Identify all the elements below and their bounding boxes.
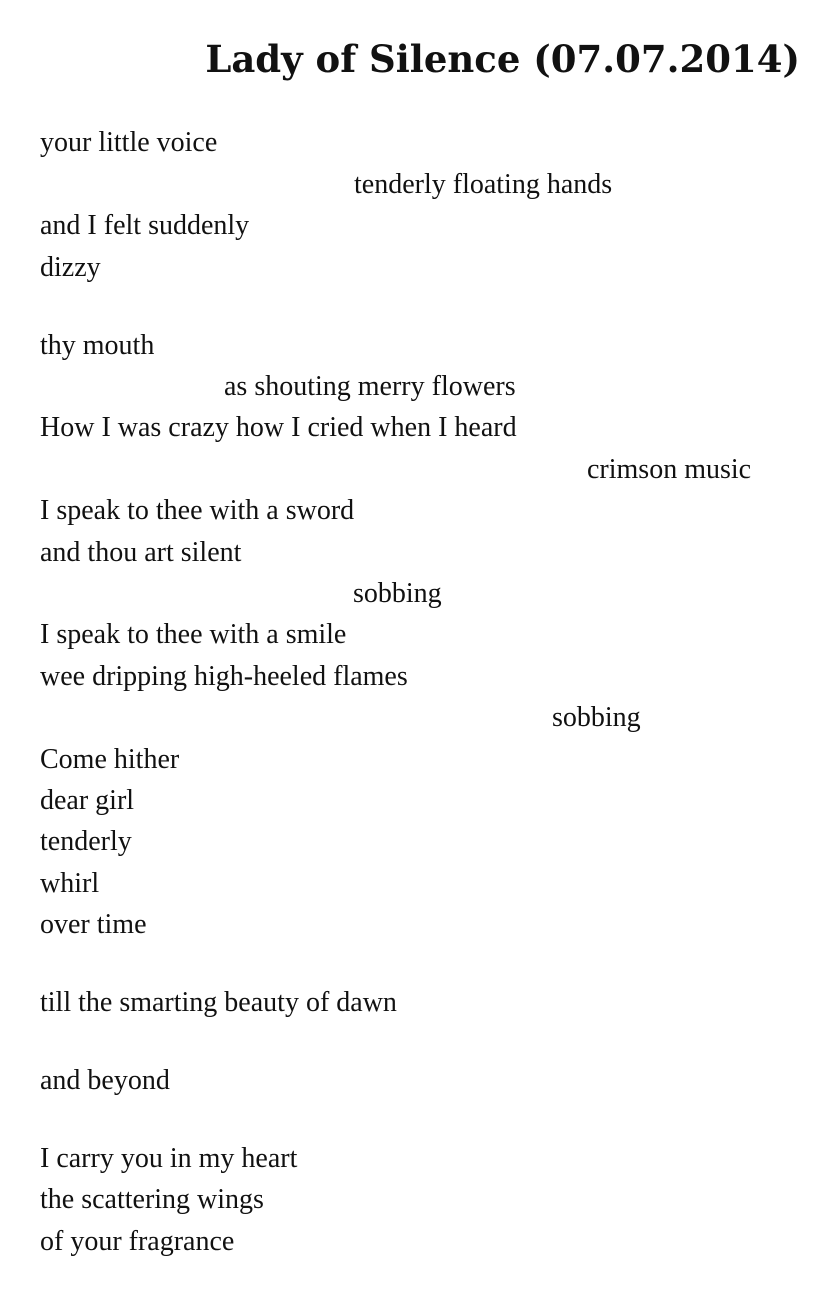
poem-line: dizzy xyxy=(40,252,101,283)
poem-line: How I was crazy how I cried when I heard xyxy=(40,412,517,443)
poem-line: whirl xyxy=(40,868,100,899)
poem-line: I speak to thee with a sword xyxy=(40,495,355,526)
poem-line: as shouting merry flowers xyxy=(224,371,516,402)
poem-line: and beyond xyxy=(40,1065,170,1096)
poem-line: and I felt suddenly xyxy=(40,210,250,241)
poem-line: the scattering wings xyxy=(40,1184,264,1215)
poem-line: sobbing xyxy=(552,702,641,733)
poem-line: tenderly floating hands xyxy=(354,169,613,200)
poem-line: thy mouth xyxy=(40,330,155,361)
poem-line: and thou art silent xyxy=(40,537,242,568)
poem-line: your little voice xyxy=(40,127,218,158)
poem-line: dear girl xyxy=(40,785,135,816)
poem-line: of your fragrance xyxy=(40,1226,235,1257)
poem-line: over time xyxy=(40,909,147,940)
poem-line: tenderly xyxy=(40,826,132,857)
poem-line: till the smarting beauty of dawn xyxy=(40,987,397,1018)
poem-line: Come hither xyxy=(40,744,180,775)
poem-line: wee dripping high-heeled flames xyxy=(40,661,408,692)
poem-line: sobbing xyxy=(353,578,442,609)
poem-line: I speak to thee with a smile xyxy=(40,619,347,650)
poem-title: Lady of Silence (07.07.2014) xyxy=(205,37,800,81)
poem-line: I carry you in my heart xyxy=(40,1143,298,1174)
poem-line: crimson music xyxy=(587,454,752,485)
